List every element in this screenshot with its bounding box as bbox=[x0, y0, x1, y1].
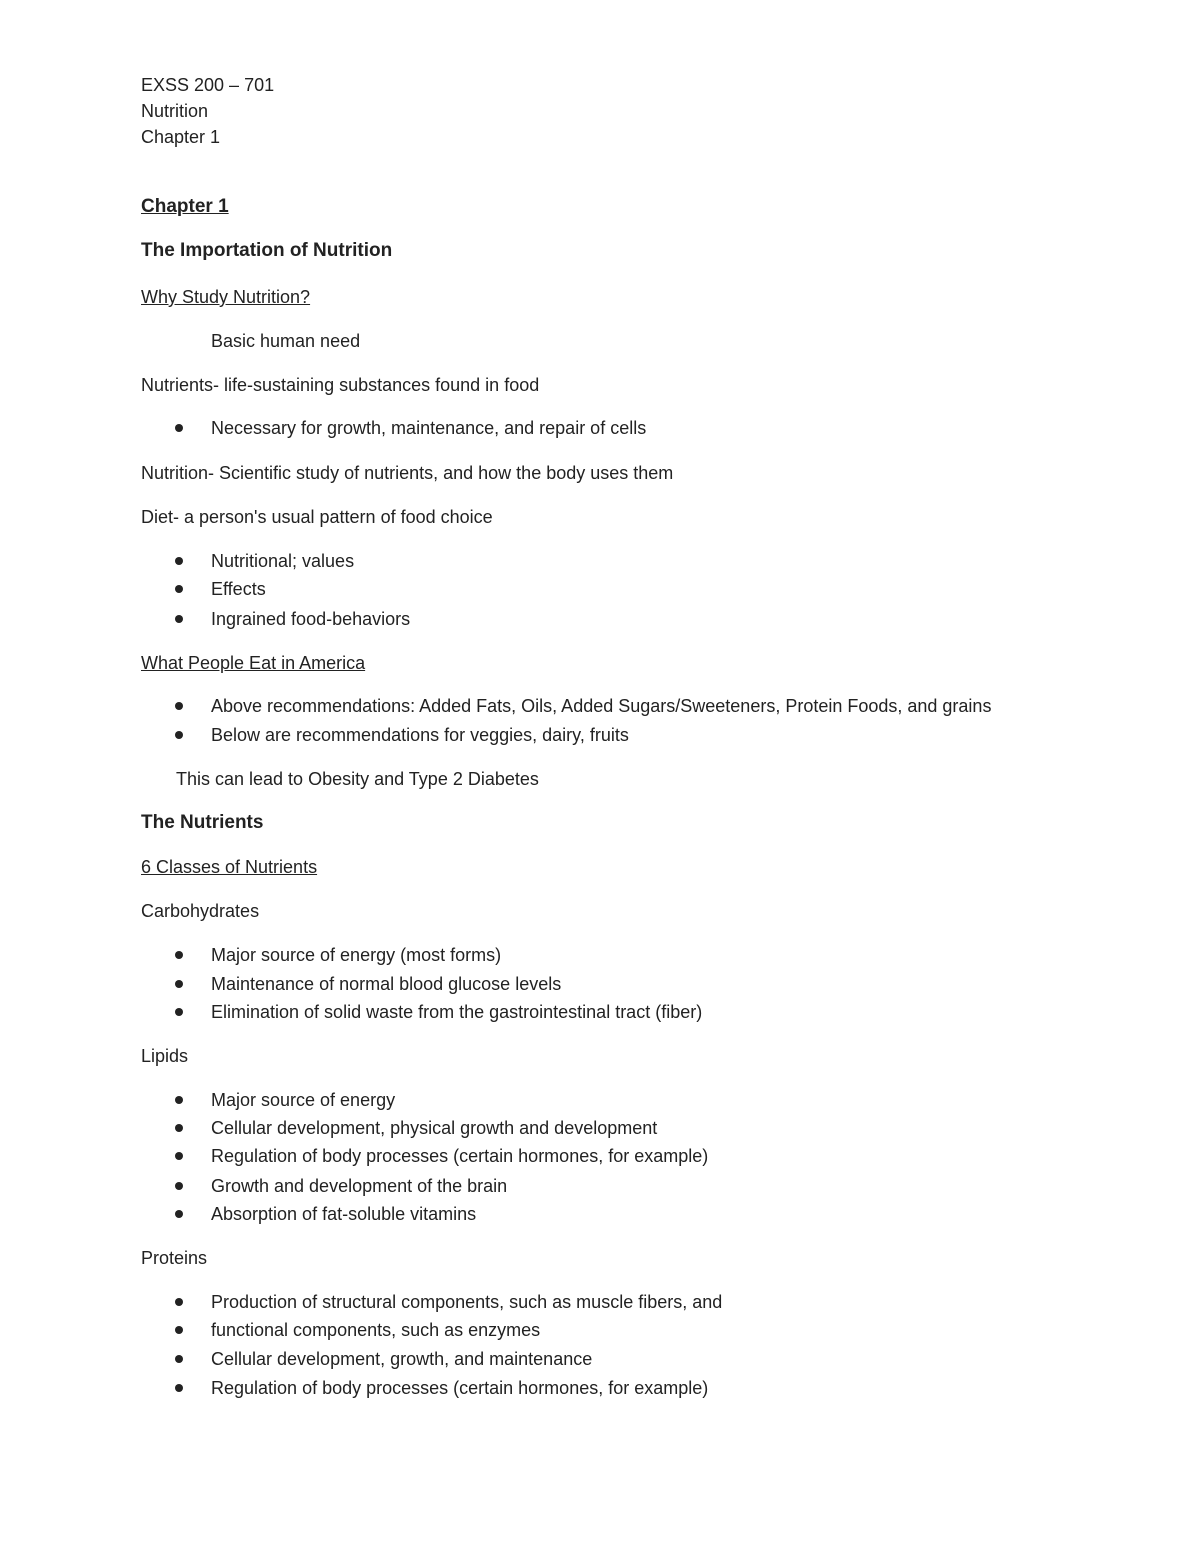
list-item: Absorption of fat-soluble vitamins bbox=[211, 1204, 477, 1224]
why-study-heading: Why Study Nutrition? bbox=[141, 287, 311, 307]
subject-line: Nutrition bbox=[141, 101, 209, 121]
chapter-line: Chapter 1 bbox=[141, 127, 221, 147]
list-item: functional components, such as enzymes bbox=[211, 1320, 541, 1340]
bullet-icon bbox=[175, 980, 183, 988]
nutrition-definition: Nutrition- Scientific study of nutrients, and how the body uses them bbox=[141, 463, 674, 483]
bullet-icon bbox=[175, 424, 183, 432]
bullet-icon bbox=[175, 1210, 183, 1218]
bullet-icon bbox=[175, 557, 183, 565]
bullet-icon bbox=[175, 1298, 183, 1306]
bullet-icon bbox=[175, 702, 183, 710]
lipids-label: Lipids bbox=[141, 1046, 189, 1066]
list-item: Cellular development, physical growth and development bbox=[211, 1118, 658, 1138]
list-item: Above recommendations: Added Fats, Oils, Added Sugars/Sweeteners, Protein Foods, and grains bbox=[211, 696, 992, 716]
bullet-icon bbox=[175, 1326, 183, 1334]
obesity-note: This can lead to Obesity and Type 2 Diabetes bbox=[176, 769, 539, 789]
nutrients-definition: Nutrients- life-sustaining substances found in food bbox=[141, 375, 540, 395]
bullet-icon bbox=[175, 1152, 183, 1160]
list-item: Ingrained food-behaviors bbox=[211, 609, 411, 629]
list-item: Major source of energy (most forms) bbox=[211, 945, 502, 965]
course-code: EXSS 200 – 701 bbox=[141, 75, 275, 95]
carbohydrates-label: Carbohydrates bbox=[141, 901, 260, 921]
list-item: Elimination of solid waste from the gastrointestinal tract (fiber) bbox=[211, 1002, 703, 1022]
bullet-icon bbox=[175, 1355, 183, 1363]
bullet-icon bbox=[175, 1124, 183, 1132]
classes-heading: 6 Classes of Nutrients bbox=[141, 857, 318, 877]
bullet-icon bbox=[175, 731, 183, 739]
bullet-icon bbox=[175, 1182, 183, 1190]
bullet-icon bbox=[175, 1008, 183, 1016]
diet-definition: Diet- a person's usual pattern of food choice bbox=[141, 507, 493, 527]
list-item: Nutritional; values bbox=[211, 551, 355, 571]
bullet-icon bbox=[175, 615, 183, 623]
list-item: Major source of energy bbox=[211, 1090, 396, 1110]
bullet-icon bbox=[175, 951, 183, 959]
list-item: Growth and development of the brain bbox=[211, 1176, 508, 1196]
section-title-importation: The Importation of Nutrition bbox=[141, 240, 393, 261]
list-item: Regulation of body processes (certain hormones, for example) bbox=[211, 1378, 709, 1398]
bullet-icon bbox=[175, 585, 183, 593]
what-people-eat-heading: What People Eat in America bbox=[141, 653, 366, 673]
list-item: Production of structural components, such as muscle fibers, and bbox=[211, 1292, 723, 1312]
list-item: Regulation of body processes (certain hormones, for example) bbox=[211, 1146, 709, 1166]
list-item: Below are recommendations for veggies, dairy, fruits bbox=[211, 725, 629, 745]
list-item: Maintenance of normal blood glucose levels bbox=[211, 974, 562, 994]
why-study-text: Basic human need bbox=[211, 331, 361, 351]
list-item: Cellular development, growth, and maintenance bbox=[211, 1349, 593, 1369]
list-item: Effects bbox=[211, 579, 266, 599]
section-title-nutrients: The Nutrients bbox=[141, 812, 264, 833]
bullet-icon bbox=[175, 1384, 183, 1392]
proteins-label: Proteins bbox=[141, 1248, 208, 1268]
chapter-heading: Chapter 1 bbox=[141, 196, 229, 217]
bullet-icon bbox=[175, 1096, 183, 1104]
list-item: Necessary for growth, maintenance, and repair of cells bbox=[211, 418, 647, 438]
